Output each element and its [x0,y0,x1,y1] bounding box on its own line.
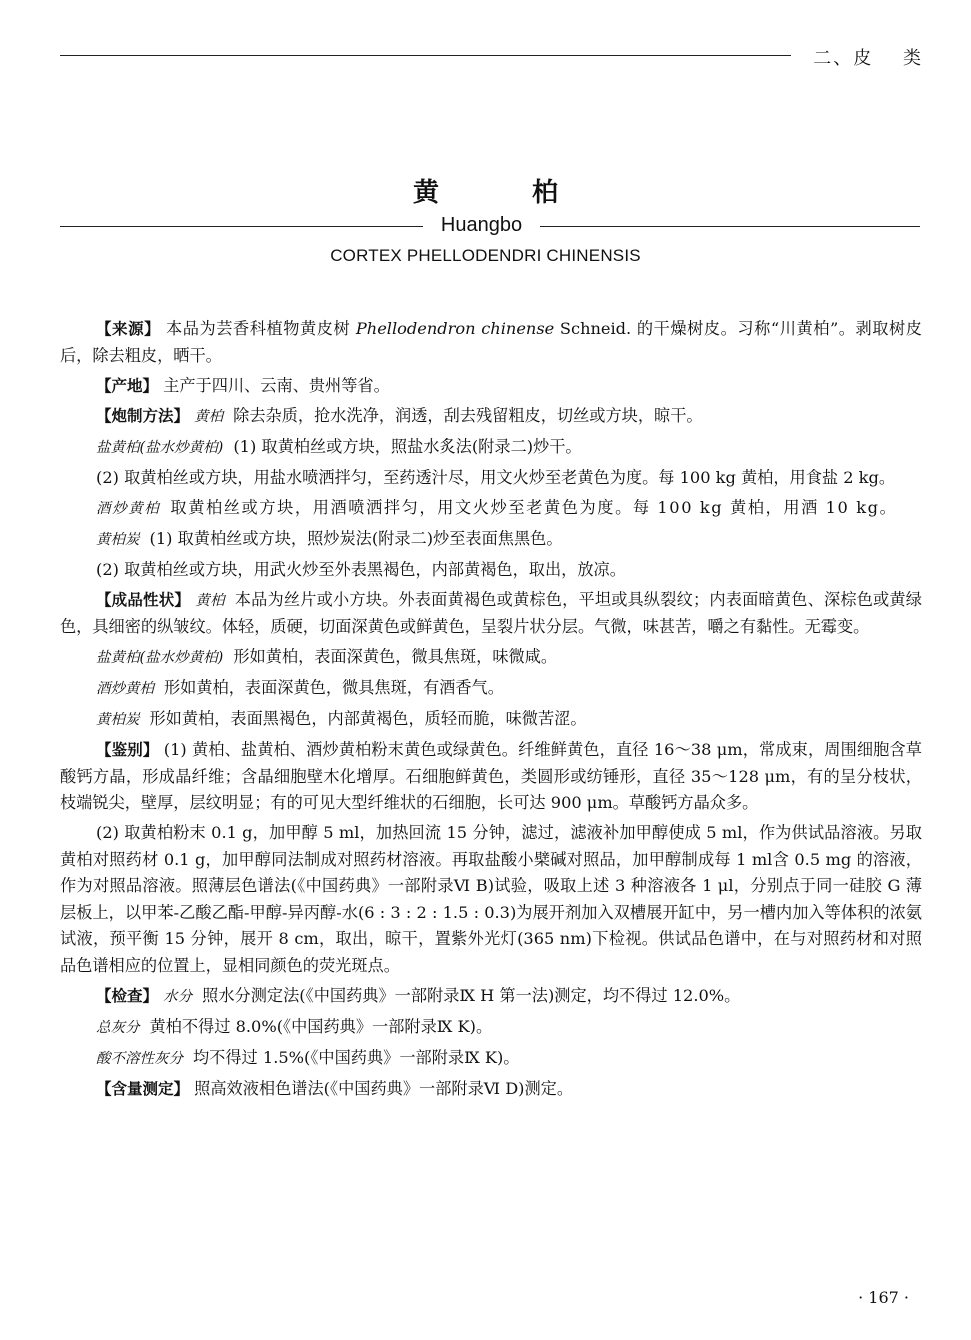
pinyin-name: Huangbo [440,214,523,236]
assay-text: 照高效液相色谱法(《中国药典》一部附录Ⅵ D)测定。 [194,1078,574,1098]
page-number: · 167 · [858,1288,909,1307]
processing-text-wine: 取黄柏丝或方块，用酒喷洒拌匀，用文火炒至老黄色为度。每 100 kg 黄柏，用酒 10 kg。 [170,497,898,517]
identification-paragraph-1 [60,737,922,817]
origin-text: 主产于四川、云南、贵州等省。 [163,375,390,395]
inspection-paragraph [60,983,922,1011]
processing-keyword-charcoal: 黄柏炭 [96,531,140,548]
processing-charcoal-2-paragraph [60,557,922,584]
latin-name: CORTEX PHELLODENDRI CHINENSIS [330,246,641,265]
running-header [60,44,923,70]
assay-tag: 【含量测定】 [96,1079,190,1098]
appearance-wine-paragraph [60,675,922,703]
scientific-name: Phellodendron chinense [355,319,555,338]
pinyin-rule-right [540,226,920,227]
appearance-keyword-salt: 盐黄柏(盐水炒黄柏) [96,650,224,666]
processing-keyword-wine: 酒炒黄柏 [96,500,161,517]
inspection-acid-ash-paragraph [60,1045,922,1073]
identification-tag: 【鉴别】 [96,741,159,759]
processing-salt-2-paragraph [60,465,922,492]
appearance-keyword-charcoal: 黄柏炭 [96,712,140,728]
processing-text-huangbo: 除去杂质，抢水洗净，润透，刮去残留粗皮，切丝或方块，晾干。 [233,405,703,425]
source-text-pre: 本品为芸香科植物黄皮树 [165,319,356,338]
header-rule [60,55,791,56]
processing-wine-paragraph [60,495,922,523]
inspection-text-moisture: 照水分测定法(《中国药典》一部附录Ⅸ H 第一法)测定，均不得过 12.0%。 [202,985,741,1005]
identification-paragraph-2 [60,820,922,979]
processing-paragraph [60,403,922,431]
appearance-keyword-wine: 酒炒黄柏 [96,681,154,697]
appearance-text-salt: 形如黄柏，表面深黄色，微具焦斑，味微咸。 [233,647,558,666]
monograph-body [60,316,922,1102]
monograph-title: 黄 柏 [412,178,601,208]
inspection-keyword-moisture: 水分 [163,988,193,1005]
processing-text-charcoal-2: (2) 取黄柏丝或方块，用武火炒至外表黑褐色，内部黄褐色，取出，放凉。 [96,559,626,579]
inspection-tag: 【检查】 [96,986,159,1005]
source-text-post: Schneid. 的干燥树皮。习称“川黄柏”。剥取树皮后，除去粗皮，晒干。 [60,319,922,365]
identification-text-2: (2) 取黄柏粉末 0.1 g，加甲醇 5 ml，加热回流 15 分钟，滤过，滤液补加甲醇使成 5 ml，作为供试品溶液。另取黄柏对照药材 0.1 g，加甲醇同法制成对照药材溶液。再取盐酸小檗碱对照品，加甲醇制成每 1 ml含 0.5 mg 的溶液，作为对照品溶液。照薄层色谱法(《中国药典》一部附录Ⅵ B)试验，吸取上述 3 种溶液各 1 μl，分别点于同一硅胶 G 薄层板上，以甲苯-乙酸乙酯-甲醇-异丙醇-水(6 : 3 : 2 : 1.5 : 0.3)为展开剂加入双槽展开缸中，另一槽内加入等体积的浓氨试液，预平衡 15 分钟，展开 8 cm，取出，晾干，置紫外光灯(365 nm)下检视。供试品色谱中，在与对照药材和对照品色谱相应的位置上，显相同颜色的荧光斑点。 [60,823,922,975]
pinyin-rule-left [60,226,423,227]
appearance-paragraph [60,587,922,641]
inspection-text-acid-ash: 均不得过 1.5%(《中国药典》一部附录Ⅸ K)。 [193,1047,520,1067]
processing-salt-paragraph [60,434,922,462]
appearance-text-huangbo: 本品为丝片或小方块。外表面黄褐色或黄棕色，平坦或具纵裂纹；内表面暗黄色、深棕色或黄绿色，具细密的纵皱纹。体轻，质硬，切面深黄色或鲜黄色，呈裂片状分层。气微，味甚苦，嚼之有黏性。无霉变。 [60,589,922,636]
source-tag: 【来源】 [96,320,161,338]
inspection-keyword-total-ash: 总灰分 [96,1019,140,1036]
processing-keyword-salt: 盐黄柏(盐水炒黄柏) [96,439,224,456]
origin-tag: 【产地】 [96,376,159,395]
processing-tag: 【炮制方法】 [96,406,190,425]
inspection-total-ash-paragraph [60,1014,922,1042]
source-paragraph [60,316,922,369]
processing-text-charcoal-1: (1) 取黄柏丝或方块，照炒炭法(附录二)炒至表面焦黑色。 [149,528,563,548]
appearance-charcoal-paragraph [60,706,922,734]
processing-keyword-huangbo: 黄柏 [194,408,224,425]
appearance-tag: 【成品性状】 [96,590,191,609]
inspection-text-total-ash: 黄柏不得过 8.0%(《中国药典》一部附录Ⅸ K)。 [149,1016,493,1036]
appearance-text-charcoal: 形如黄柏，表面黑褐色，内部黄褐色，质轻而脆，味微苦涩。 [149,709,587,728]
section-label: 二、皮 类 [813,48,923,69]
appearance-text-wine: 形如黄柏，表面深黄色，微具焦斑，有酒香气。 [164,678,504,697]
appearance-salt-paragraph [60,644,922,672]
assay-paragraph [60,1076,922,1103]
processing-text-salt-2: (2) 取黄柏丝或方块，用盐水喷洒拌匀，至药透汁尽，用文火炒至老黄色为度。每 100 kg 黄柏，用食盐 2 kg。 [96,467,896,487]
pinyin-row [60,214,920,240]
origin-paragraph [60,373,922,400]
processing-charcoal-paragraph [60,526,922,554]
inspection-keyword-acid-ash: 酸不溶性灰分 [96,1050,183,1067]
identification-text-1: (1) 黄柏、盐黄柏、酒炒黄柏粉末黄色或绿黄色。纤维鲜黄色，直径 16～38 μm，常成束，周围细胞含草酸钙方晶，形成晶纤维；含晶细胞壁木化增厚。石细胞鲜黄色，类圆形或纺锤形，直径 35～128 μm，有的呈分枝状，枝端锐尖，壁厚，层纹明显；有的可见大型纤维状的石细胞，长可达 900 μm。草酸钙方晶众多。 [60,740,922,812]
appearance-keyword-huangbo: 黄柏 [195,592,225,609]
processing-text-salt-1: (1) 取黄柏丝或方块，照盐水炙法(附录二)炒干。 [233,436,582,456]
